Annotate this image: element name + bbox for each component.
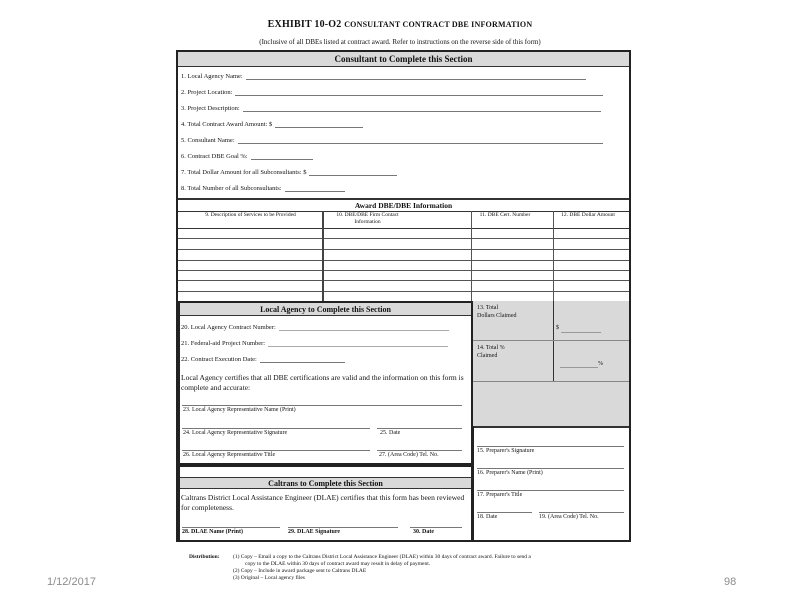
- rep-phone-label: 27. (Area Code) Tel. No.: [379, 452, 439, 458]
- table-header-rule: [178, 228, 629, 229]
- local-agency-name-input[interactable]: [246, 72, 586, 80]
- preparer-date-line[interactable]: [477, 512, 532, 513]
- distribution-item: (3) Original – Local agency files: [233, 575, 305, 581]
- award-table-heading: Award DBE/DBE Information: [178, 201, 629, 212]
- distribution-list: [233, 554, 633, 582]
- field-project-location: 2. Project Location:: [181, 88, 603, 96]
- field-local-agency-contract-number: 20. Local Agency Contract Number:: [181, 323, 449, 331]
- total-percent-claimed-label: 14. Total % Claimed: [477, 345, 505, 359]
- preparer-title-line[interactable]: [477, 490, 624, 491]
- document-subtitle: (Inclusive of all DBEs listed at contract award. Refer to instructions on the reverse side of this form): [259, 38, 541, 46]
- local-agency-certification: Local Agency certifies that all DBE certifications are valid and the information on this form is complete and accurate:: [181, 373, 464, 392]
- column-divider: [322, 211, 324, 301]
- contract-dbe-goal-input[interactable]: [251, 152, 313, 160]
- distribution-item: (1) Copy – Email a copy to the Caltrans District Local Assistance Engineer (DLAE) within 30 days of contract award. Failure to send a: [233, 554, 531, 560]
- preparer-signature-label: 15. Preparer's Signature: [477, 448, 535, 454]
- rep-title-label: 26. Local Agency Representative Title: [183, 452, 276, 458]
- dlae-name-line[interactable]: [182, 527, 280, 528]
- field-contract-execution-date: 22. Contract Execution Date:: [181, 355, 345, 363]
- distribution-item: copy to the DLAE within 30 days of contract award may result in delay of payment.: [245, 561, 431, 567]
- table-row[interactable]: [178, 260, 629, 261]
- preparer-divider: [473, 426, 629, 428]
- table-row[interactable]: [178, 280, 629, 281]
- exhibit-name: CONSULTANT CONTRACT DBE INFORMATION: [344, 20, 533, 29]
- preparer-name-label: 16. Preparer's Name (Print): [477, 470, 543, 476]
- rep-name-line[interactable]: [182, 405, 462, 406]
- total-percent-suffix: %: [598, 361, 603, 367]
- local-agency-section-heading: Local Agency to Complete this Section: [180, 303, 471, 316]
- total-subconsultants-input[interactable]: [285, 184, 345, 192]
- table-row[interactable]: [178, 270, 629, 271]
- column-header-cert-number: 11. DBE Cert. Number: [479, 212, 531, 218]
- consultant-name-input[interactable]: [238, 136, 603, 144]
- local-agency-contract-number-input[interactable]: [279, 323, 449, 331]
- field-total-contract-award: 4. Total Contract Award Amount: $: [181, 120, 363, 128]
- rep-signature-label: 24. Local Agency Representative Signature: [183, 430, 288, 436]
- column-header-firm-contact: 10. DBE/DBE Firm Contact Information: [336, 212, 399, 225]
- rep-name-label: 23. Local Agency Representative Name (Print): [183, 407, 296, 413]
- caltrans-certification: Caltrans District Local Assistance Engineer (DLAE) certifies that this form has been reviewed for completeness.: [181, 493, 465, 512]
- preparer-date-label: 18. Date: [477, 514, 498, 520]
- field-total-subconsultants: 8. Total Number of all Subconsultants:: [181, 184, 345, 192]
- table-row[interactable]: [178, 249, 629, 250]
- field-total-subconsultant-amount: 7. Total Dollar Amount for all Subconsultants: $: [181, 168, 397, 176]
- preparer-phone-label: 19. (Area Code) Tel. No.: [539, 514, 599, 520]
- preparer-phone-line[interactable]: [539, 512, 624, 513]
- column-divider: [553, 211, 554, 301]
- table-row[interactable]: [178, 291, 629, 292]
- federal-aid-project-number-input[interactable]: [268, 339, 448, 347]
- field-contract-dbe-goal: 6. Contract DBE Goal %:: [181, 152, 313, 160]
- preparer-signature-line[interactable]: [477, 446, 624, 447]
- rep-signature-line[interactable]: [182, 428, 370, 429]
- project-location-input[interactable]: [235, 88, 603, 96]
- field-consultant-name: 5. Consultant Name:: [181, 136, 603, 144]
- document-title: [170, 19, 630, 30]
- column-divider: [471, 211, 472, 301]
- total-dollars-claimed-input[interactable]: [561, 332, 601, 333]
- caltrans-section-heading: Caltrans to Complete this Section: [180, 477, 471, 489]
- total-dollars-prefix: $: [556, 325, 559, 331]
- distribution-item: (2) Copy – Include in award package sent to Caltrans DLAE: [233, 568, 367, 574]
- totals-row-divider: [473, 381, 629, 382]
- table-row[interactable]: [178, 238, 629, 239]
- totals-row-divider: [473, 340, 629, 341]
- field-federal-aid-project-number: 21. Federal-aid Project Number:: [181, 339, 448, 347]
- total-contract-award-input[interactable]: [275, 120, 363, 128]
- dlae-date-line[interactable]: [410, 527, 462, 528]
- field-project-description: 3. Project Description:: [181, 104, 601, 112]
- total-subconsultant-amount-input[interactable]: [309, 168, 397, 176]
- rep-date-line[interactable]: [377, 428, 462, 429]
- field-local-agency-name: 1. Local Agency Name:: [181, 72, 586, 80]
- consultant-section-heading: Consultant to Complete this Section: [178, 52, 629, 67]
- total-percent-claimed-input[interactable]: [560, 367, 598, 368]
- preparer-title-label: 17. Preparer's Title: [477, 492, 523, 498]
- totals-divider: [553, 301, 554, 381]
- column-header-dollar-amount: 12. DBE Dollar Amount: [561, 212, 615, 218]
- contract-execution-date-input[interactable]: [260, 355, 345, 363]
- exhibit-number: EXHIBIT 10-O2: [267, 19, 342, 30]
- dlae-name-label: 28. DLAE Name (Print): [182, 529, 243, 535]
- slide-page-number: 98: [724, 576, 737, 588]
- slide-date: 1/12/2017: [47, 576, 96, 588]
- preparer-left-border: [473, 426, 474, 540]
- rep-title-line[interactable]: [182, 450, 370, 451]
- dlae-signature-line[interactable]: [288, 527, 398, 528]
- rep-phone-line[interactable]: [377, 450, 462, 451]
- dlae-date-label: 30. Date: [413, 529, 434, 535]
- project-description-input[interactable]: [243, 104, 601, 112]
- preparer-name-line[interactable]: [477, 468, 624, 469]
- distribution-label: Distribution:: [189, 554, 220, 560]
- total-dollars-claimed-label: 13. Total Dollars Claimed: [477, 305, 517, 319]
- section-divider: [178, 198, 629, 200]
- column-header-description: 9. Description of Services to be Provided: [205, 212, 296, 218]
- rep-date-label: 25. Date: [380, 430, 401, 436]
- dlae-signature-label: 29. DLAE Signature: [288, 529, 341, 535]
